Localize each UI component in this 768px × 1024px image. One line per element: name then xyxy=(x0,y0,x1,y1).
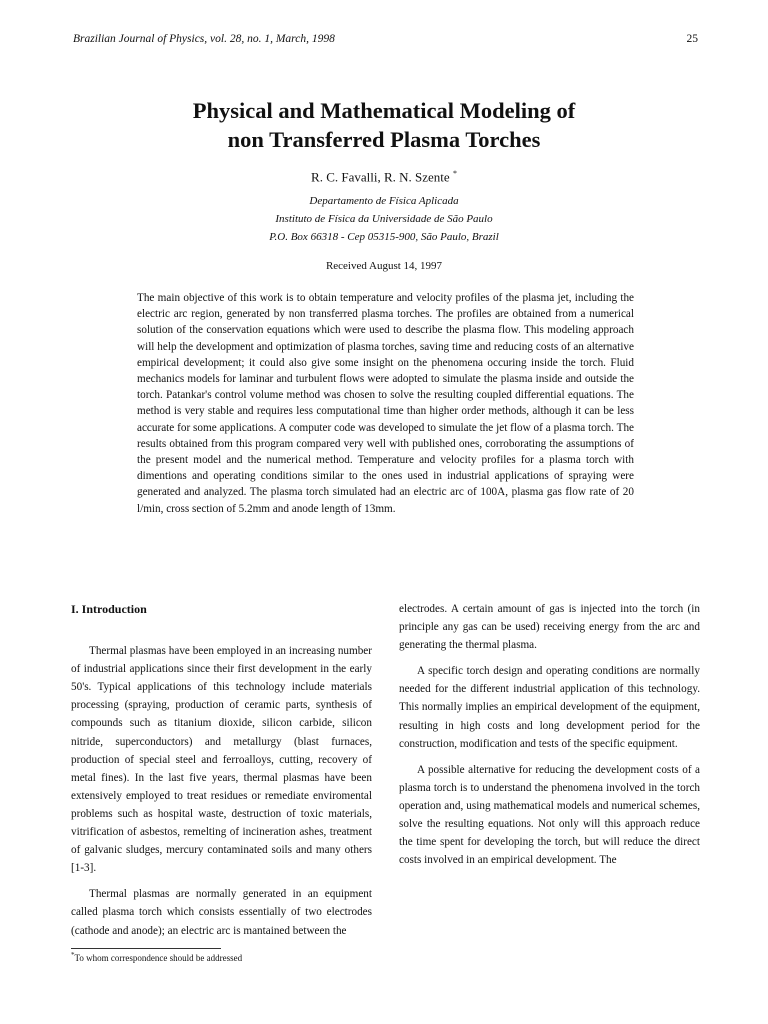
running-head xyxy=(73,33,698,45)
paper-title xyxy=(0,96,768,154)
author-footnote-mark: * xyxy=(452,169,457,178)
affiliation-institute: Instituto de Física da Universidade de São Paulo xyxy=(275,213,493,225)
right-column xyxy=(399,600,700,869)
journal-citation: Brazilian Journal of Physics, vol. 28, no. 1, March, 1998 xyxy=(73,33,335,45)
intro-paragraph-4: A possible alternative for reducing the development costs of a plasma torch is to understand the phenomena involved in the torch operation and, using mathematical models and numerical schemes, solve the resulting equations. Not only will this approach reduce the time spent for developing the torch, but will reduce the direct costs involved in an empirical development. The xyxy=(399,763,700,867)
footnote-text: To whom correspondence should be addressed xyxy=(74,953,243,963)
footnote-mark: * xyxy=(71,951,75,959)
affiliation-department: Departamento de Física Aplicada xyxy=(309,195,459,207)
author-names: R. C. Favalli, R. N. Szente xyxy=(311,169,453,185)
intro-paragraph-1: Thermal plasmas have been employed in an increasing number of industrial applications since their first development in the early 50's. Typical applications of this technology include materials processing (spraying, production of ceramic parts, synthesis of compounds such as titanium dioxide, silicon carbide, silicon nitride, superconductors) and metallurgy (blast furnaces, production of special steel and ferroalloys, cutting, recovery of metal fines). In the last five years, thermal plasmas have been extensively employed to treat residues or remediate enviromental problems such as hospital waste, destruction of toxic materials, vitrification of asbestos, remelting of incineration ashes, treatment of galvanic sludges, mercury contaminated soils and many others [1-3]. xyxy=(71,645,372,875)
abstract: The main objective of this work is to obtain temperature and velocity profiles of the plasma jet, including the electric arc region, generated by non transferred plasma torches. The profiles are obtained from a numerical solution of the conservation equations which were used to describe the plasma flow. This modeling approach will help the development and optimization of plasma torches, saving time and reducing costs of an alternative empirical development; it could also give some insight on the phenomena occuring inside the torch. Fluid mechanics models for laminar and turbulent flows were adopted to simulate the plasma inside and outside the torch. Patankar's control volume method was chosen to solve the resulting coupled differential equations. The method is very stable and requires less computational time than higher order methods, although it can be less accurate for some applications. A computer code was developed to simulate the jet flow of a plasma torch. The results obtained from this program compared very well with published ones, corroborating the assumptions of the present model and the numerical method. Temperature and velocity profiles for a plasma torch with dimentions and operating conditions similar to the ones used in industrial applications of spraying were generated and analyzed. The plasma torch simulated had an electric arc of 100A, plasma gas flow rate of 20 l/min, cross section of 5.2mm and anode length of 13mm. xyxy=(137,292,634,515)
affiliation xyxy=(0,192,768,246)
left-column xyxy=(71,600,372,940)
page-number: 25 xyxy=(686,33,698,45)
received-date: Received August 14, 1997 xyxy=(325,260,443,272)
intro-paragraph-3: A specific torch design and operating conditions are normally needed for the different industrial application of this technology. This normally implies an empirical development of the equipment, resulting in high costs and long development period for the construction, modification and tests of the specific equipment. xyxy=(399,665,700,750)
footnote-divider xyxy=(71,948,221,949)
title-line-2: non Transferred Plasma Torches xyxy=(227,127,541,152)
title-line-1: Physical and Mathematical Modeling of xyxy=(192,98,576,123)
author-list xyxy=(0,169,768,185)
intro-paragraph-2: Thermal plasmas are normally generated in an equipment called plasma torch which consists essentially of two electrodes (cathode and anode); an electric arc is mantained between the xyxy=(71,888,372,937)
intro-paragraph-2-continued: electrodes. A certain amount of gas is injected into the torch (in principle any gas can be used) receiving energy from the arc and generating the thermal plasma. xyxy=(399,603,700,652)
footnote xyxy=(71,951,391,963)
section-heading-introduction: I. Introduction xyxy=(71,602,147,616)
affiliation-address: P.O. Box 66318 - Cep 05315-900, São Paulo, Brazil xyxy=(269,231,499,243)
